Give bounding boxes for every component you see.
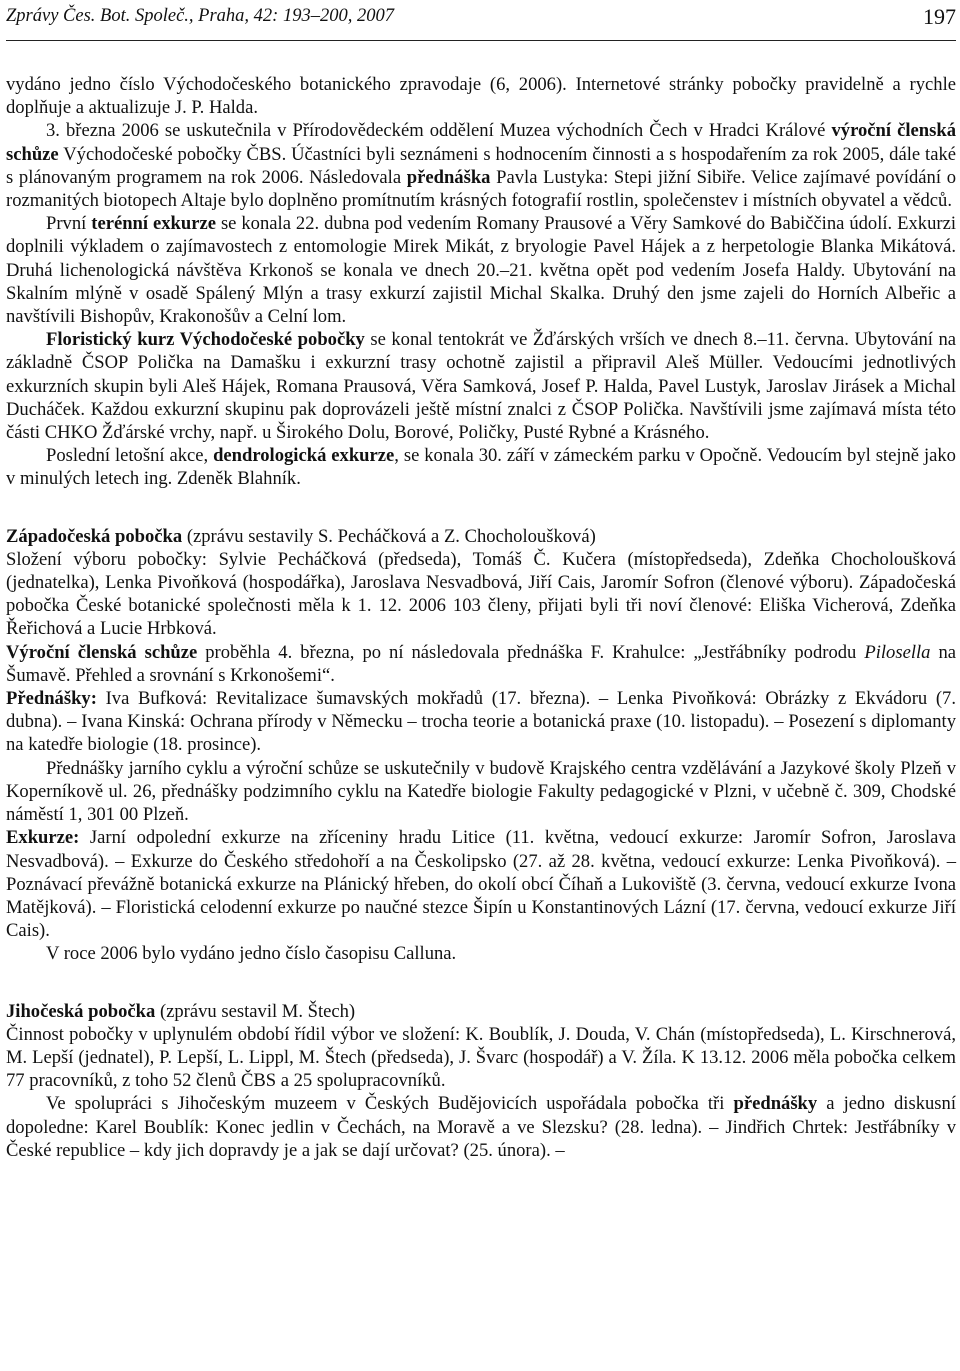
paragraph: Floristický kurz Východočeské pobočky se konal tentokrát ve Žďárských vrších ve dnech 8.–11. června. Ubytování na základně ČSOP Polička na Damašku i exkurzní trasy ochotně zajistil a připravil Aleš Müller. Vedoucími jednotlivých exkurzních skupin byli Aleš Hájek, Romana Prausová, Věra Samková, Josef P. Halda, Pavel Lustyk, Jaroslav Jirásek a Michal Ducháček. Každou exkurzní skupinu pak doprovázeli ještě místní znalci z ČSOP Polička. Navštívili jsme zajímavá místa této části CHKO Žďárské vrchy, např. u Širokého Dolu, Borové, Poličky, Pusté Rybné a Krásného. xyxy=(6,329,956,444)
bold-term: přednášky xyxy=(733,1093,818,1115)
section-title: Jihočeská pobočka xyxy=(6,1000,156,1022)
paragraph: 3. března 2006 se uskutečnila v Přírodovědeckém oddělení Muzea východních Čech v Hradci Králové výroční členská schůze Východočeské pobočky ČBS. Účastníci byli seznámeni s hodnocením činnosti a s hospodařením za rok 2005, dále také s plánovaným programem na rok 2006. Následovala přednáška Pavla Lustyka: Stepi jižní Sibiře. Velice zajímavé povídání o rozmanitých biotopech Altaje bylo doplněno promítnutím krásných fotografií rostlin, společenstev i místních obyvatel a vědců. xyxy=(6,120,956,212)
section-gap xyxy=(6,966,956,1000)
section-title: Západočeská pobočka xyxy=(6,525,183,547)
bold-term: Floristický kurz Východočeské pobočky xyxy=(46,329,365,351)
journal-citation: Zprávy Čes. Bot. Společ., Praha, 42: 193–200, 2007 xyxy=(6,6,394,26)
page-header xyxy=(6,0,956,41)
bold-term: Exkurze: xyxy=(6,827,80,849)
bold-term: Přednášky: xyxy=(6,688,97,710)
bold-term: terénní exkurze xyxy=(91,213,216,235)
paragraph: vydáno jedno číslo Východočeského botanického zpravodaje (6, 2006). Internetové stránky pobočky pravidelně a rychle doplňuje a aktualizuje J. P. Halda. xyxy=(6,74,956,119)
paragraph: Přednášky: Iva Bufková: Revitalizace šumavských mokřadů (17. března). – Lenka Pivoňková: Obrázky z Ekvádoru (7. dubna). – Ivana Kinská: Ochrana přírody v Německu – trocha teorie a botanická praxe (10. listopadu). – Posezení s diplomanty na katedře biologie (18. prosince). xyxy=(6,688,956,756)
taxon-name: Pilosella xyxy=(864,641,931,663)
bold-term: Výroční členská schůze xyxy=(6,641,198,663)
section-heading: Západočeská pobočka (zprávu sestavily S. Pecháčková a Z. Chocholoušková) xyxy=(6,525,596,547)
section-gap xyxy=(6,491,956,525)
paragraph: Přednášky jarního cyklu a výroční schůze se uskutečnily v budově Krajského centra vzdělávání a Jazykové školy Plzeň v Koperníkově ul. 26, přednášky podzimního cyklu na Katedře biologie Fakulty pedagogické v Plzni, v učebně č. 309, Chodské náměstí 1, 301 00 Plzeň. xyxy=(6,757,956,826)
paragraph: Exkurze: Jarní odpolední exkurze na zříceniny hradu Litice (11. května, vedoucí exkurze: Jaromír Sofron, Jaroslava Nesvadbová). – Exkurze do Českého středohoří a na Českolipsko (27. až 28. května, vedoucí exkurze: Lenka Pivoňková). – Poznávací převážně botanická exkurze na Plánický hřeben, do okolí obcí Číhaň a Lukoviště (3. června, vedoucí exkurze Ivona Matějková). – Floristická celodenní exkurze po naučné stezce Šipín u Konstantinových Lázní (17. června, vedoucí exkurze Jiří Cais). xyxy=(6,827,956,942)
paragraph: První terénní exkurze se konala 22. dubna pod vedením Romany Prausové a Věry Samkové do Babiččina údolí. Exkurzi doplnili výkladem o zajímavostech z entomologie Mirek Mikát, z bryologie Pavel Hájek a z herpetologie Blanka Mikátová. Druhá lichenologická návštěva Krkonoš se konala ve dnech 20.–21. května opět pod vedením Josefa Haldy. Ubytování na Skalním mlýně v osadě Spálený Mlýn a trasy exkurzí zajistil Michal Skalka. Druhý den jsme zajeli do Horních Albeřic a navštívili Bishopův, Krakonošův a Celní lom. xyxy=(6,213,957,328)
bold-term: výroční členská schůze xyxy=(6,120,956,165)
bold-term: přednáška xyxy=(406,166,491,188)
paragraph: Složení výboru pobočky: Sylvie Pecháčková (předseda), Tomáš Č. Kučera (místopředseda), Zdeňka Chocholoušková (jednatelka), Lenka Pivoňková (hospodářka), Jaroslava Nesvadbová, Jiří Cais, Jaromír Sofron (členové výboru). Západočeská pobočka České botanické společnosti měla k 1. 12. 2006 103 členy, přijati byli tři noví členové: Eliška Vicherová, Zdeňka Řeřichová a Lucie Hrbková. xyxy=(6,548,956,640)
paragraph: Poslední letošní akce, dendrologická exkurze, se konala 30. září v zámeckém parku v Opočně. Vedoucím byl stejně jako v minulých letech ing. Zdeněk Blahník. xyxy=(6,445,956,490)
paragraph: Ve spolupráci s Jihočeským muzeem v Českých Budějovicích uspořádala pobočka tři přednášky a jedno diskusní dopoledne: Karel Boublík: Konec jedlin v Čechách, na Moravě a ve Slezsku? (28. ledna). – Jindřich Chrtek: Jestřábníky v České republice – kdy jich dopravdy je a jak se dají určovat? (25. února). – xyxy=(6,1093,956,1161)
paragraph: Činnost pobočky v uplynulém období řídil výbor ve složení: K. Boublík, J. Douda, V. Chán (místopředseda), L. Kirschnerová, M. Lepší (jednatel), P. Lepší, L. Lippl, M. Štech (předseda), J. Švarc (hospodář) a V. Žíla. K 13.12. 2006 měla pobočka celkem 77 pracovníků, z toho 52 členů ČBS a 25 spolupracovníků. xyxy=(6,1023,956,1092)
paragraph: V roce 2006 bylo vydáno jedno číslo časopisu Calluna. xyxy=(46,943,457,965)
article-body xyxy=(6,73,956,1162)
journal-page xyxy=(6,0,957,1161)
page-number: 197 xyxy=(923,4,956,29)
paragraph: Výroční členská schůze proběhla 4. března, po ní následovala přednáška F. Krahulce: „Jestřábníky podrodu Pilosella na Šumavě. Přehled a srovnání s Krkonošemi“. xyxy=(6,641,957,686)
section-heading: Jihočeská pobočka (zprávu sestavil M. Štech) xyxy=(6,1000,356,1022)
bold-term: dendrologická exkurze xyxy=(213,445,395,467)
